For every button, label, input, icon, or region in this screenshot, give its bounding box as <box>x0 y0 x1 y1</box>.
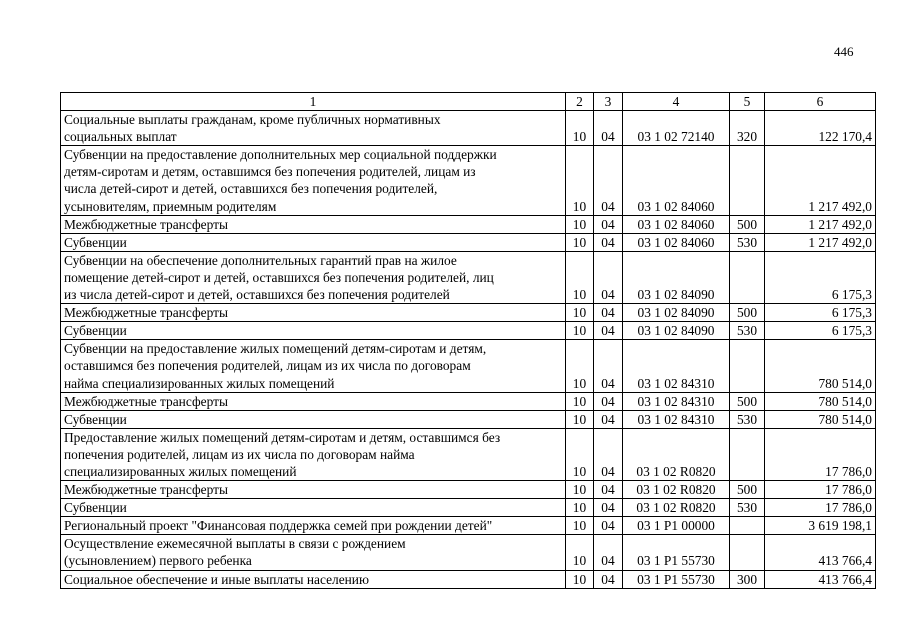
row-section-cell: 10 <box>566 146 594 215</box>
row-name-cell <box>61 146 566 215</box>
budget-table-body <box>61 93 876 589</box>
row-name-line: детям-сиротам и детям, оставшимся без попечения родителей, лицам из <box>64 164 476 180</box>
row-target-article-cell: 03 1 P1 55730 <box>623 535 730 570</box>
row-name-cell <box>61 535 566 570</box>
row-expense-type-cell <box>730 517 765 535</box>
table-row <box>61 322 876 340</box>
row-target-article-cell: 03 1 02 72140 <box>623 111 730 146</box>
table-row <box>61 481 876 499</box>
row-section-cell: 10 <box>566 535 594 570</box>
row-target-article-cell: 03 1 02 84310 <box>623 410 730 428</box>
table-row <box>61 570 876 588</box>
header-row <box>61 93 876 111</box>
row-section-cell: 10 <box>566 428 594 480</box>
row-name-line: социальных выплат <box>64 129 177 145</box>
table-row <box>61 304 876 322</box>
row-name-line: Субвенции <box>64 500 127 516</box>
row-name-line: Социальное обеспечение и иные выплаты населению <box>64 571 369 587</box>
row-name-line: специализированных жилых помещений <box>64 463 297 479</box>
row-name-cell <box>61 499 566 517</box>
page-number: 446 <box>834 44 854 59</box>
row-subsection-cell: 04 <box>594 410 623 428</box>
row-expense-type-cell: 530 <box>730 322 765 340</box>
row-target-article-cell: 03 1 02 84310 <box>623 340 730 392</box>
row-name-cell <box>61 304 566 322</box>
row-name-line: Субвенции на предоставление жилых помещений детям-сиротам и детям, <box>64 341 487 357</box>
row-amount-cell: 122 170,4 <box>765 111 876 146</box>
row-name-line: Межбюджетные трансферты <box>64 305 228 321</box>
row-target-article-cell: 03 1 P1 55730 <box>623 570 730 588</box>
table-row <box>61 410 876 428</box>
row-section-cell: 10 <box>566 215 594 233</box>
table-row <box>61 233 876 251</box>
row-name-cell <box>61 233 566 251</box>
row-name-line: оставшимся без попечения родителей, лицам из их числа по договорам <box>64 358 471 374</box>
row-target-article-cell: 03 1 02 84310 <box>623 392 730 410</box>
row-target-article-cell: 03 1 02 R0820 <box>623 428 730 480</box>
row-expense-type-cell <box>730 251 765 303</box>
row-name-line: Социальные выплаты гражданам, кроме публичных нормативных <box>64 112 441 128</box>
row-amount-cell: 17 786,0 <box>765 481 876 499</box>
row-section-cell: 10 <box>566 570 594 588</box>
row-section-cell: 10 <box>566 304 594 322</box>
row-expense-type-cell: 530 <box>730 499 765 517</box>
row-amount-cell: 17 786,0 <box>765 499 876 517</box>
table-row <box>61 517 876 535</box>
row-subsection-cell: 04 <box>594 215 623 233</box>
row-target-article-cell: 03 1 02 84090 <box>623 251 730 303</box>
header-cell-name: 1 <box>61 93 566 111</box>
row-amount-cell: 1 217 492,0 <box>765 215 876 233</box>
row-section-cell: 10 <box>566 517 594 535</box>
row-expense-type-cell <box>730 146 765 215</box>
row-name-cell <box>61 428 566 480</box>
budget-table <box>60 92 876 589</box>
row-subsection-cell: 04 <box>594 481 623 499</box>
table-row <box>61 146 876 215</box>
row-subsection-cell: 04 <box>594 499 623 517</box>
row-amount-cell: 6 175,3 <box>765 322 876 340</box>
row-name-cell <box>61 392 566 410</box>
row-expense-type-cell: 530 <box>730 233 765 251</box>
row-amount-cell: 413 766,4 <box>765 535 876 570</box>
row-subsection-cell: 04 <box>594 304 623 322</box>
row-amount-cell: 1 217 492,0 <box>765 233 876 251</box>
header-cell-section: 2 <box>566 93 594 111</box>
row-expense-type-cell <box>730 340 765 392</box>
row-amount-cell: 780 514,0 <box>765 340 876 392</box>
row-name-line: из числа детей-сирот и детей, оставшихся без попечения родителей <box>64 287 450 303</box>
table-row <box>61 428 876 480</box>
row-amount-cell: 6 175,3 <box>765 251 876 303</box>
row-name-cell <box>61 251 566 303</box>
row-subsection-cell: 04 <box>594 233 623 251</box>
header-cell-target-article: 4 <box>623 93 730 111</box>
row-section-cell: 10 <box>566 392 594 410</box>
row-amount-cell: 413 766,4 <box>765 570 876 588</box>
row-name-line: помещение детей-сирот и детей, оставшихся без попечения родителей, лиц <box>64 269 494 285</box>
row-subsection-cell: 04 <box>594 111 623 146</box>
row-name-line: Субвенции <box>64 234 127 250</box>
row-name-line: (усыновлением) первого ребенка <box>64 553 252 569</box>
row-name-cell <box>61 322 566 340</box>
row-subsection-cell: 04 <box>594 392 623 410</box>
table-row <box>61 215 876 233</box>
row-target-article-cell: 03 1 02 84060 <box>623 146 730 215</box>
row-subsection-cell: 04 <box>594 570 623 588</box>
row-target-article-cell: 03 1 02 R0820 <box>623 499 730 517</box>
row-subsection-cell: 04 <box>594 428 623 480</box>
table-row <box>61 392 876 410</box>
row-expense-type-cell: 500 <box>730 481 765 499</box>
row-target-article-cell: 03 1 02 84060 <box>623 215 730 233</box>
row-target-article-cell: 03 1 02 84090 <box>623 322 730 340</box>
row-name-line: усыновителям, приемным родителям <box>64 198 277 214</box>
row-expense-type-cell: 500 <box>730 304 765 322</box>
row-amount-cell: 3 619 198,1 <box>765 517 876 535</box>
row-name-line: найма специализированных жилых помещений <box>64 375 335 391</box>
row-target-article-cell: 03 1 P1 00000 <box>623 517 730 535</box>
row-name-line: Межбюджетные трансферты <box>64 216 228 232</box>
row-name-line: числа детей-сирот и детей, оставшихся без попечения родителей, <box>64 181 438 197</box>
row-name-cell <box>61 111 566 146</box>
row-name-line: Межбюджетные трансферты <box>64 482 228 498</box>
row-name-cell <box>61 215 566 233</box>
row-name-cell <box>61 340 566 392</box>
row-subsection-cell: 04 <box>594 146 623 215</box>
row-expense-type-cell <box>730 428 765 480</box>
row-section-cell: 10 <box>566 481 594 499</box>
row-name-line: Субвенции на предоставление дополнительных мер социальной поддержки <box>64 147 497 163</box>
row-expense-type-cell <box>730 535 765 570</box>
row-expense-type-cell: 300 <box>730 570 765 588</box>
row-section-cell: 10 <box>566 340 594 392</box>
row-subsection-cell: 04 <box>594 517 623 535</box>
row-subsection-cell: 04 <box>594 251 623 303</box>
row-amount-cell: 1 217 492,0 <box>765 146 876 215</box>
row-section-cell: 10 <box>566 111 594 146</box>
row-expense-type-cell: 530 <box>730 410 765 428</box>
row-name-cell <box>61 410 566 428</box>
row-name-line: Региональный проект "Финансовая поддержка семей при рождении детей" <box>64 518 493 534</box>
row-name-line: Субвенции <box>64 411 127 427</box>
table-row <box>61 251 876 303</box>
row-section-cell: 10 <box>566 322 594 340</box>
row-name-line: Субвенции на обеспечение дополнительных гарантий прав на жилое <box>64 252 457 268</box>
row-subsection-cell: 04 <box>594 535 623 570</box>
row-expense-type-cell: 320 <box>730 111 765 146</box>
row-subsection-cell: 04 <box>594 340 623 392</box>
row-amount-cell: 780 514,0 <box>765 410 876 428</box>
table-row <box>61 535 876 570</box>
header-cell-amount: 6 <box>765 93 876 111</box>
row-section-cell: 10 <box>566 410 594 428</box>
row-name-line: Межбюджетные трансферты <box>64 393 228 409</box>
table-row <box>61 340 876 392</box>
row-subsection-cell: 04 <box>594 322 623 340</box>
table-row <box>61 111 876 146</box>
row-amount-cell: 6 175,3 <box>765 304 876 322</box>
row-section-cell: 10 <box>566 251 594 303</box>
row-name-line: Субвенции <box>64 323 127 339</box>
row-name-cell <box>61 481 566 499</box>
row-amount-cell: 17 786,0 <box>765 428 876 480</box>
row-name-line: Осуществление ежемесячной выплаты в связи с рождением <box>64 536 406 552</box>
row-name-line: попечения родителей, лицам из их числа по договорам найма <box>64 446 415 462</box>
row-expense-type-cell: 500 <box>730 392 765 410</box>
row-amount-cell: 780 514,0 <box>765 392 876 410</box>
row-target-article-cell: 03 1 02 84060 <box>623 233 730 251</box>
row-expense-type-cell: 500 <box>730 215 765 233</box>
header-cell-expense-type: 5 <box>730 93 765 111</box>
row-name-cell <box>61 517 566 535</box>
row-target-article-cell: 03 1 02 84090 <box>623 304 730 322</box>
row-section-cell: 10 <box>566 233 594 251</box>
table-row <box>61 499 876 517</box>
row-target-article-cell: 03 1 02 R0820 <box>623 481 730 499</box>
header-cell-subsection: 3 <box>594 93 623 111</box>
row-name-line: Предоставление жилых помещений детям-сиротам и детям, оставшимся без <box>64 429 501 445</box>
row-name-cell <box>61 570 566 588</box>
row-section-cell: 10 <box>566 499 594 517</box>
